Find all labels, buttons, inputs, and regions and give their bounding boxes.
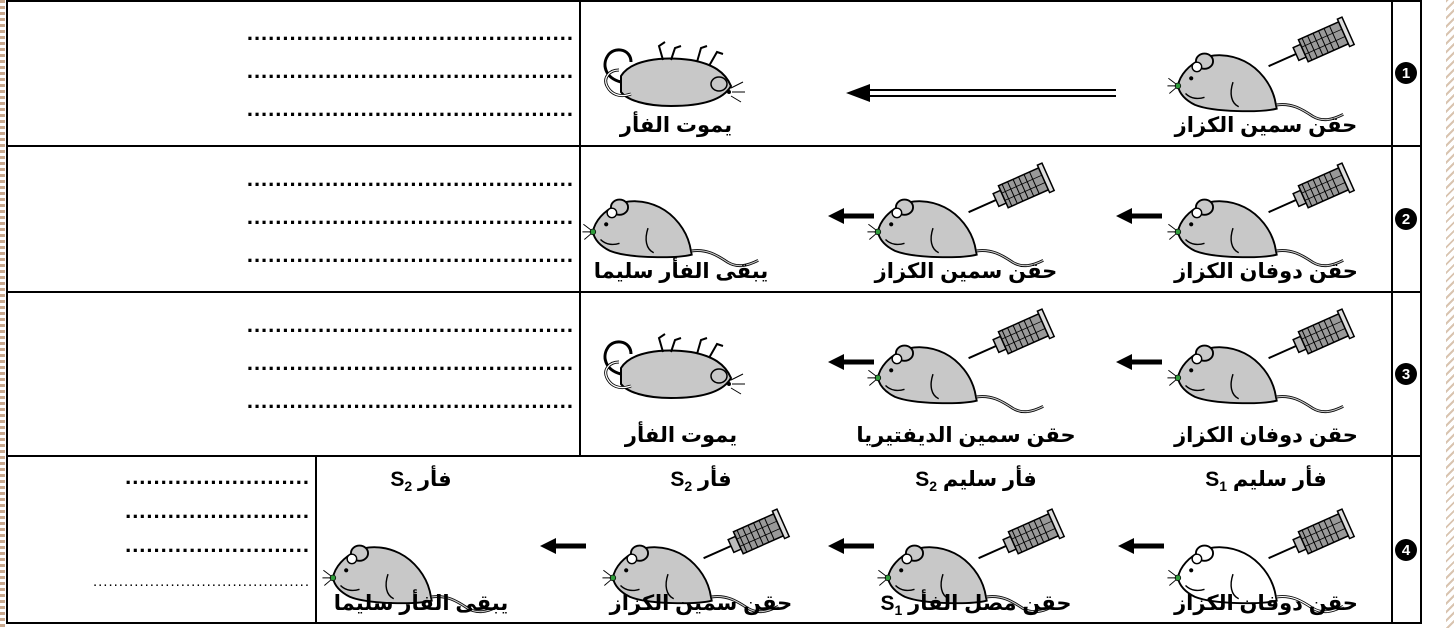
row-number: 1 <box>1401 65 1411 82</box>
step-3-illustration <box>582 200 758 266</box>
step-label: حقن سمين الكزاز <box>874 260 1058 283</box>
long-arrow-icon <box>846 84 1116 102</box>
page-edge-left <box>0 0 5 628</box>
syringe-icon <box>962 309 1054 372</box>
dead-mouse-icon <box>605 42 745 106</box>
answer-line[interactable]: .............................................. <box>246 204 574 229</box>
arrow-icon <box>540 538 586 554</box>
arrow-icon <box>828 538 874 554</box>
step-label: حقن سمين الكزاز <box>1174 114 1358 137</box>
arrow-icon <box>1116 208 1162 224</box>
step-label: يبقى الفأر سليما <box>333 592 509 615</box>
step-1-illustration <box>1167 309 1354 412</box>
table-content <box>93 17 1417 618</box>
answer-line[interactable]: .............................................. <box>246 96 574 121</box>
answer-line[interactable]: .......................... <box>125 464 310 489</box>
step-1-illustration <box>1167 17 1354 120</box>
step-label: يبقى الفأر سليما <box>593 260 769 283</box>
row-number: 3 <box>1401 366 1411 383</box>
mouse-icon <box>1167 346 1343 412</box>
step-top-label: فأر $S_2$ <box>390 468 452 494</box>
row-number: 4 <box>1401 542 1411 559</box>
mouse-icon <box>867 346 1043 412</box>
step-top-label: فأر $S_2$ <box>670 468 732 494</box>
arrow-icon <box>828 354 874 370</box>
step-2-illustration <box>867 163 1054 266</box>
answer-line[interactable]: .............................................. <box>246 58 574 83</box>
syringe-icon <box>1262 509 1354 572</box>
step-label: حقن مصل الفأر $S_1$ <box>880 592 1072 618</box>
answer-line[interactable]: .............................................. <box>246 166 574 191</box>
answer-line[interactable]: .......................... <box>125 498 310 523</box>
answer-line[interactable]: .............................................. <box>246 242 574 267</box>
syringe-icon <box>1262 309 1354 372</box>
answer-line[interactable]: .............................................. <box>246 350 574 375</box>
step-label: حقن سمين الديفتيريا <box>856 424 1076 447</box>
step-1-illustration <box>1167 163 1354 266</box>
answer-line[interactable]: .............................................. <box>246 312 574 337</box>
step-label: حقن دوفان الكزاز <box>1174 424 1358 447</box>
syringe-icon <box>697 509 789 572</box>
dead-mouse-icon <box>605 334 745 398</box>
arrow-icon <box>1118 538 1164 554</box>
answer-line[interactable]: .......................................... <box>92 573 310 590</box>
step-label: حقن دوفان الكزاز <box>1174 260 1358 283</box>
step-label: حقن دوفان الكزاز <box>1174 592 1358 615</box>
mouse-icon <box>867 200 1043 266</box>
mouse-icon <box>1167 200 1343 266</box>
step-2-illustration <box>867 309 1054 412</box>
arrow-icon <box>1116 354 1162 370</box>
step-2-illustration <box>605 42 745 106</box>
syringe-icon <box>972 509 1064 572</box>
mouse-icon <box>582 200 758 266</box>
experiment-sheet <box>6 0 1444 624</box>
step-label: يموت الفأر <box>619 114 733 137</box>
step-top-label: فأر سليم $S_2$ <box>915 468 1037 494</box>
arrow-icon <box>828 208 874 224</box>
step-label: حقن سمين الكزاز <box>609 592 793 615</box>
answer-line[interactable]: .......................... <box>125 532 310 557</box>
syringe-icon <box>962 163 1054 226</box>
answer-line[interactable]: .............................................. <box>246 388 574 413</box>
step-label: يموت الفأر <box>624 424 738 447</box>
syringe-icon <box>1262 17 1354 80</box>
answer-line[interactable]: .............................................. <box>246 20 574 45</box>
mouse-icon <box>1167 54 1343 120</box>
step-top-label: فأر سليم $S_1$ <box>1205 468 1327 494</box>
page-edge-right <box>1446 0 1454 628</box>
step-3-illustration <box>605 334 745 398</box>
experiment-table <box>6 0 1444 624</box>
row-number: 2 <box>1401 211 1411 228</box>
syringe-icon <box>1262 163 1354 226</box>
